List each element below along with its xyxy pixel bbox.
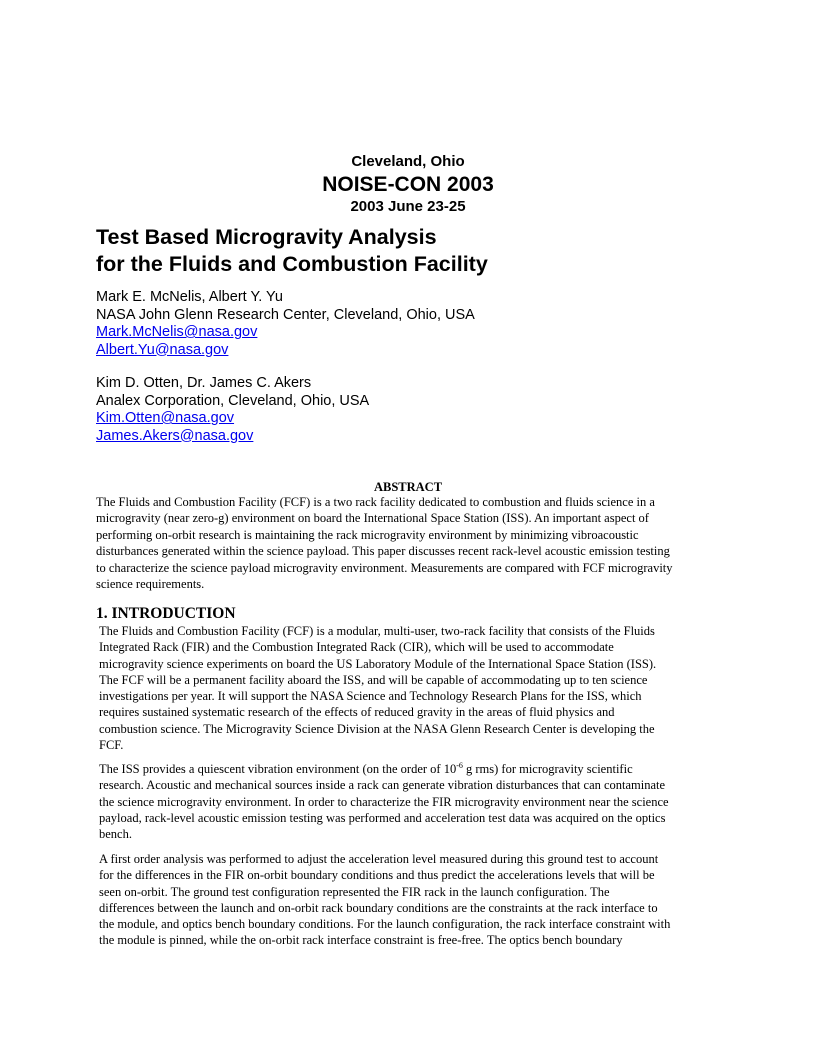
email-link[interactable]: Mark.McNelis@nasa.gov <box>96 324 258 340</box>
abstract-line: microgravity (near zero-g) environment on board the International Space Station (ISS). An important aspect of <box>96 511 649 526</box>
author-affiliation: NASA John Glenn Research Center, Cleveland, Ohio, USA <box>96 306 475 323</box>
abstract-line: to characterize the science payload microgravity environment. Measurements are compared with FCF microgravity <box>96 560 673 575</box>
paragraph-line: differences between the launch and on-orbit rack boundary conditions are the constraints at the rack interface to <box>99 900 658 915</box>
title-line: Test Based Microgravity Analysis <box>96 225 437 249</box>
section-heading: 1. INTRODUCTION <box>96 605 236 622</box>
author-affiliation: Analex Corporation, Cleveland, Ohio, USA <box>96 392 370 409</box>
paper-title <box>96 224 736 278</box>
paragraph-line: payload, rack-level acoustic emission testing was performed and acceleration test data was acquired on the optics <box>99 810 666 825</box>
paragraph-line: research. Acoustic and mechanical sources inside a rack can generate vibration disturbances that can contaminate <box>99 778 666 793</box>
paragraph-line: investigations per year. It will support the NASA Science and Technology Research Plans for the ISS, which <box>99 689 642 704</box>
paragraph-line: the module is pinned, while the on-orbit rack interface constraint is free-free. The optics bench boundary <box>99 933 623 948</box>
conference-date: 2003 June 23-25 <box>350 198 466 215</box>
paragraph-line: A first order analysis was performed to adjust the acceleration level measured during this ground test to account <box>99 852 659 866</box>
abstract-line: disturbances generated within the science payload. This paper discusses recent rack-level acoustic emission testing <box>96 544 670 559</box>
paragraph-line: requires sustained systematic research of the effects of reduced gravity in the areas of fluid physics and <box>99 705 615 720</box>
paragraph-line: for the differences in the FIR on-orbit boundary conditions and thus predict the accelerations levels that will be <box>99 868 655 883</box>
paragraph-line: The FCF will be a permanent facility aboard the ISS, and will be capable of accommodating up to ten science <box>99 672 648 687</box>
paragraph-line: bench. <box>99 827 132 842</box>
paragraph-line: combustion science. The Microgravity Science Division at the NASA Glenn Research Center is developing the <box>99 721 655 736</box>
paragraph-line: FCF. <box>99 738 124 753</box>
abstract-heading: ABSTRACT <box>373 480 443 494</box>
paragraph-line: microgravity science experiments on board the US Laboratory Module of the International Space Station (ISS). <box>99 656 657 671</box>
paragraph <box>99 623 729 753</box>
abstract-line: performing on-orbit research is maintaining the rack microgravity environment by minimizing vibroacoustic <box>96 527 639 542</box>
email-link[interactable]: Kim.Otten@nasa.gov <box>96 410 235 426</box>
exponent: -6 <box>456 760 463 770</box>
paragraph-line: Integrated Rack (FIR) and the Combustion Integrated Rack (CIR), which will be used to accommodate <box>99 640 614 655</box>
author-group <box>96 375 736 445</box>
paragraph-line: the science microgravity environment. In order to characterize the FIR microgravity environment near the science <box>99 794 669 809</box>
abstract-line: The Fluids and Combustion Facility (FCF) is a two rack facility dedicated to combustion and fluids science in a <box>96 495 655 509</box>
paragraph-line: the module, and optics bench boundary conditions. For the launch configuration, the rack interface constraint with <box>99 917 671 932</box>
email-link[interactable]: Albert.Yu@nasa.gov <box>96 341 229 358</box>
paragraph-line: seen on-orbit. The ground test configuration represented the FIR rack in the launch configuration. The <box>99 884 610 899</box>
paragraph-line: The ISS provides a quiescent vibration environment (on the order of $10^{-6}$ g rms) for microgravity scientific <box>99 760 633 776</box>
author-group <box>96 289 736 359</box>
author-names: Kim D. Otten, Dr. James C. Akers <box>96 375 312 391</box>
abstract-line: science requirements. <box>96 577 205 592</box>
paragraph-line: The Fluids and Combustion Facility (FCF) is a modular, multi-user, two-rack facility that consists of the Fluids <box>99 624 655 638</box>
conference-city: Cleveland, Ohio <box>351 153 465 170</box>
author-names: Mark E. McNelis, Albert Y. Yu <box>96 289 283 305</box>
email-link[interactable]: James.Akers@nasa.gov <box>96 427 254 444</box>
paragraph <box>99 851 729 949</box>
paragraph <box>99 761 729 842</box>
abstract-body <box>96 494 726 592</box>
conference-name: NOISE-CON 2003 <box>322 173 494 196</box>
title-line: for the Fluids and Combustion Facility <box>96 252 488 276</box>
